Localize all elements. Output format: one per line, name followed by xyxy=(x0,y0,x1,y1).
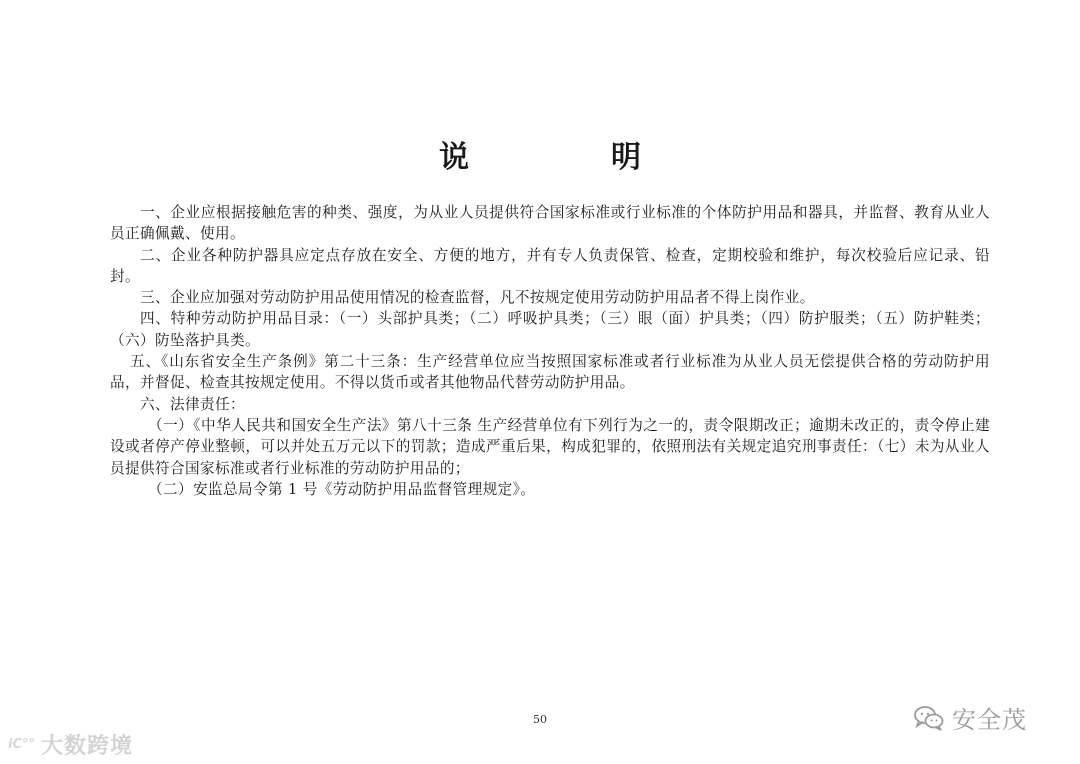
paragraph-6: 六、法律责任： xyxy=(140,395,245,413)
paragraph-2: 二、企业各种防护器具应定点存放在安全、方便的地方，并有专人负责保管、检查，定期校验和维护，每次校验后应记录、铅封。 xyxy=(110,246,990,285)
watermark-left-text: 大数跨境 xyxy=(41,734,134,759)
watermark-logo: iC°° xyxy=(8,737,35,752)
watermark-left xyxy=(8,729,133,760)
wechat-icon xyxy=(914,705,944,731)
paragraph-3: 三、企业应加强对劳动防护用品使用情况的检查监督，凡不按规定使用劳动防护用品者不得上岗作业。 xyxy=(140,289,815,307)
paragraph-5: 五、《山东省安全生产条例》第二十三条：生产经营单位应当按照国家标准或者行业标准为从业人员无偿提供合格的劳动防护用品，并督促、检查其按规定使用。不得以货币或者其他物品代替劳动防护用品。 xyxy=(110,353,990,392)
page-number: 50 xyxy=(533,713,547,726)
watermark-right xyxy=(914,700,1027,735)
paragraph-1: 一、企业应根据接触危害的种类、强度，为从业人员提供符合国家标准或行业标准的个体防护用品和器具，并监督、教育从业人员正确佩戴、使用。 xyxy=(110,204,990,243)
paragraph-4: 四、特种劳动防护用品目录：（一）头部护具类；（二）呼吸护具类；（三）眼（面）护具类；（四）防护服类；（五）防护鞋类；（六）防坠落护具类。 xyxy=(110,310,990,349)
watermark-right-text: 安全茂 xyxy=(952,706,1027,734)
paragraph-7: （一）《中华人民共和国安全生产法》第八十三条 生产经营单位有下列行为之一的，责令限期改正；逾期未改正的，责令停止建设或者停产停业整顿，可以并处五万元以下的罚款；造成严重后果，构成犯罪的，依照刑法有关规定追究刑事责任：（七）未为从业人员提供符合国家标准或者行业标准的劳动防护用品的； xyxy=(110,416,990,477)
paragraph-8: （二）安监总局令第 1 号《劳动防护用品监督管理规定》。 xyxy=(148,480,536,498)
page-title: 说 明 xyxy=(439,140,697,175)
document-body xyxy=(110,202,990,500)
